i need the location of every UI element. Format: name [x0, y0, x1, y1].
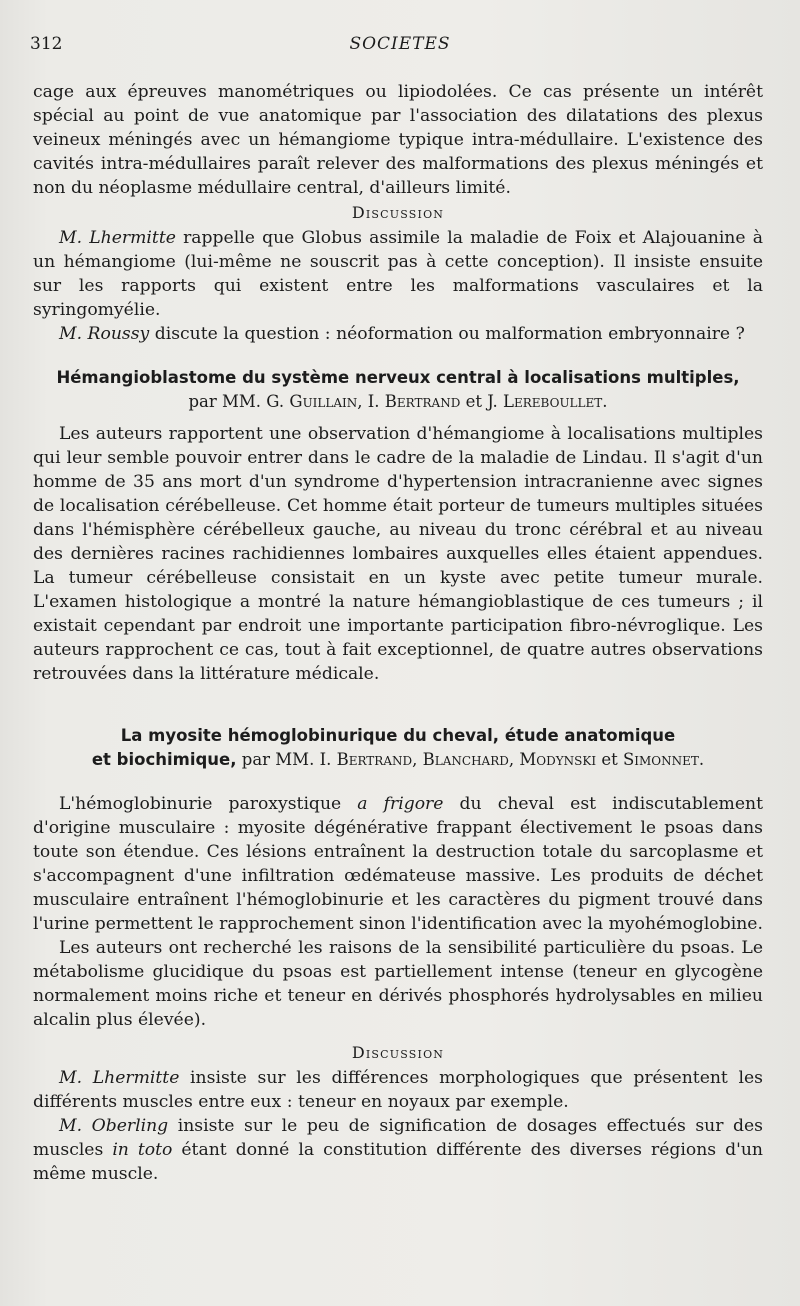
- author-name: Modynski: [519, 750, 597, 769]
- article-paragraph: [33, 792, 763, 936]
- speaker-name: M. Lhermitte: [59, 1068, 180, 1088]
- author-name: Blanchard: [422, 750, 509, 769]
- article-title-cont: et biochimique,: [91, 750, 237, 769]
- discussion-heading: Discussion: [351, 203, 445, 222]
- byline-separator: et J.: [460, 392, 504, 411]
- article-paragraph: Les auteurs ont recherché les raisons de la sensibilité particulière du psoas. Le métabolisme glucidique du psoas est partiellement intense (teneur en glycogène normalement moins riche et teneur en dérivés phosphorés hydrolysables en milieu alcalin plus élevée).: [33, 938, 763, 1030]
- byline-suffix: .: [698, 750, 705, 769]
- speaker-name: M. Oberling: [59, 1116, 169, 1136]
- italic-phrase: in toto: [112, 1140, 173, 1160]
- discussion-text: rappelle que Globus assimile la maladie de Foix et Alajouanine à un hémangiome (lui-même ne souscrit pas à cette conception). Il insiste ensuite sur les rapports qui existent entre les malformations vasculaires et la syringomyélie.: [33, 228, 763, 320]
- discussion-paragraph: [33, 322, 763, 346]
- discussion-text: étant donné la constitution différente des diverses régions d'un même muscle.: [33, 1140, 763, 1184]
- author-name: Simonnet: [622, 750, 699, 769]
- discussion-paragraph: [33, 1066, 763, 1114]
- article-title: La myosite hémoglobinurique du cheval, étude anatomique: [120, 726, 676, 745]
- page-header: [0, 34, 800, 58]
- author-name: Bertrand: [336, 750, 413, 769]
- discussion-text: insiste sur les différences morphologiques que présentent les différents muscles entre eux : teneur en noyaux par exemple.: [33, 1068, 763, 1112]
- byline-separator: , I.: [357, 392, 385, 411]
- discussion-paragraph: [33, 226, 763, 322]
- page-number: 312: [30, 34, 63, 54]
- paragraph-text: du cheval est indiscutablement d'origine musculaire : myosite dégénérative frappant électivement le psoas dans toute son étendue. Ces lésions entraînent la destruction totale du sarcoplasme et s'accompagnent d'une infiltration œdémateuse massive. Les produits de déchet musculaire entraînent l'hémoglobinurie et les caractères du pigment trouvé dans l'urine permettent le rapprochement sinon l'identification avec la myohémoglobine.: [33, 794, 763, 934]
- discussion-text: discute la question : néoformation ou malformation embryonnaire ?: [149, 324, 745, 344]
- author-name: Lereboullet: [503, 392, 603, 411]
- byline-prefix: par MM. G.: [188, 392, 290, 411]
- byline-separator: ,: [412, 750, 423, 769]
- article-byline: [33, 748, 763, 772]
- author-name: Bertrand: [384, 392, 461, 411]
- italic-phrase: a frigore: [357, 794, 444, 814]
- discussion-paragraph: [33, 1114, 763, 1186]
- speaker-name: M. Roussy: [59, 324, 150, 344]
- article-title: Hémangioblastome du système nerveux central à localisations multiples,: [56, 368, 740, 387]
- author-name: Guillain: [289, 392, 358, 411]
- article-paragraph: Les auteurs rapportent une observation d'hémangiome à localisations multiples qui leur semble pouvoir entrer dans le cadre de la maladie de Lindau. Il s'agit d'un homme de 35 ans mort d'un syndrome d'hypertension intracranienne avec signes de localisation cérébelleuse. Cet homme était porteur de tumeurs multiples situées dans l'hémisphère cérébelleux gauche, au niveau du tronc cérébral et au niveau des dernières racines rachidiennes lombaires auxquelles elles étaient appendues. La tumeur cérébelleuse consistait en un kyste avec petite tumeur murale. L'examen histologique a montré la nature hémangioblastique de ces tumeurs ; il existait cependant par endroit une importante participation fibro-névroglique. Les auteurs rapprochent ce cas, tout à fait exceptionnel, de quatre autres observations retrouvées dans la littérature médicale.: [33, 424, 763, 684]
- page-content: [33, 80, 763, 1186]
- byline-suffix: .: [602, 392, 608, 411]
- speaker-name: M. Lhermitte: [59, 228, 176, 248]
- running-head: SOCIETES: [349, 34, 451, 54]
- article-byline: [33, 390, 763, 414]
- paragraph-text: L'hémoglobinurie paroxystique: [59, 794, 358, 814]
- discussion-text: insiste sur le peu de signification de dosages effectués sur des muscles: [33, 1116, 763, 1160]
- byline-separator: ,: [508, 750, 520, 769]
- byline-prefix: par MM. I.: [236, 750, 337, 769]
- byline-separator: et: [596, 750, 623, 769]
- paragraph-continuation: cage aux épreuves manométriques ou lipiodolées. Ce cas présente un intérêt spécial au point de vue anatomique par l'association des dilatations des plexus veineux méningés avec un hémangiome typique intra-médullaire. L'existence des cavités intra-médullaires paraît relever des malformations des plexus méningés et non du néoplasme médullaire central, d'ailleurs limité.: [33, 82, 763, 198]
- discussion-heading: Discussion: [351, 1043, 445, 1062]
